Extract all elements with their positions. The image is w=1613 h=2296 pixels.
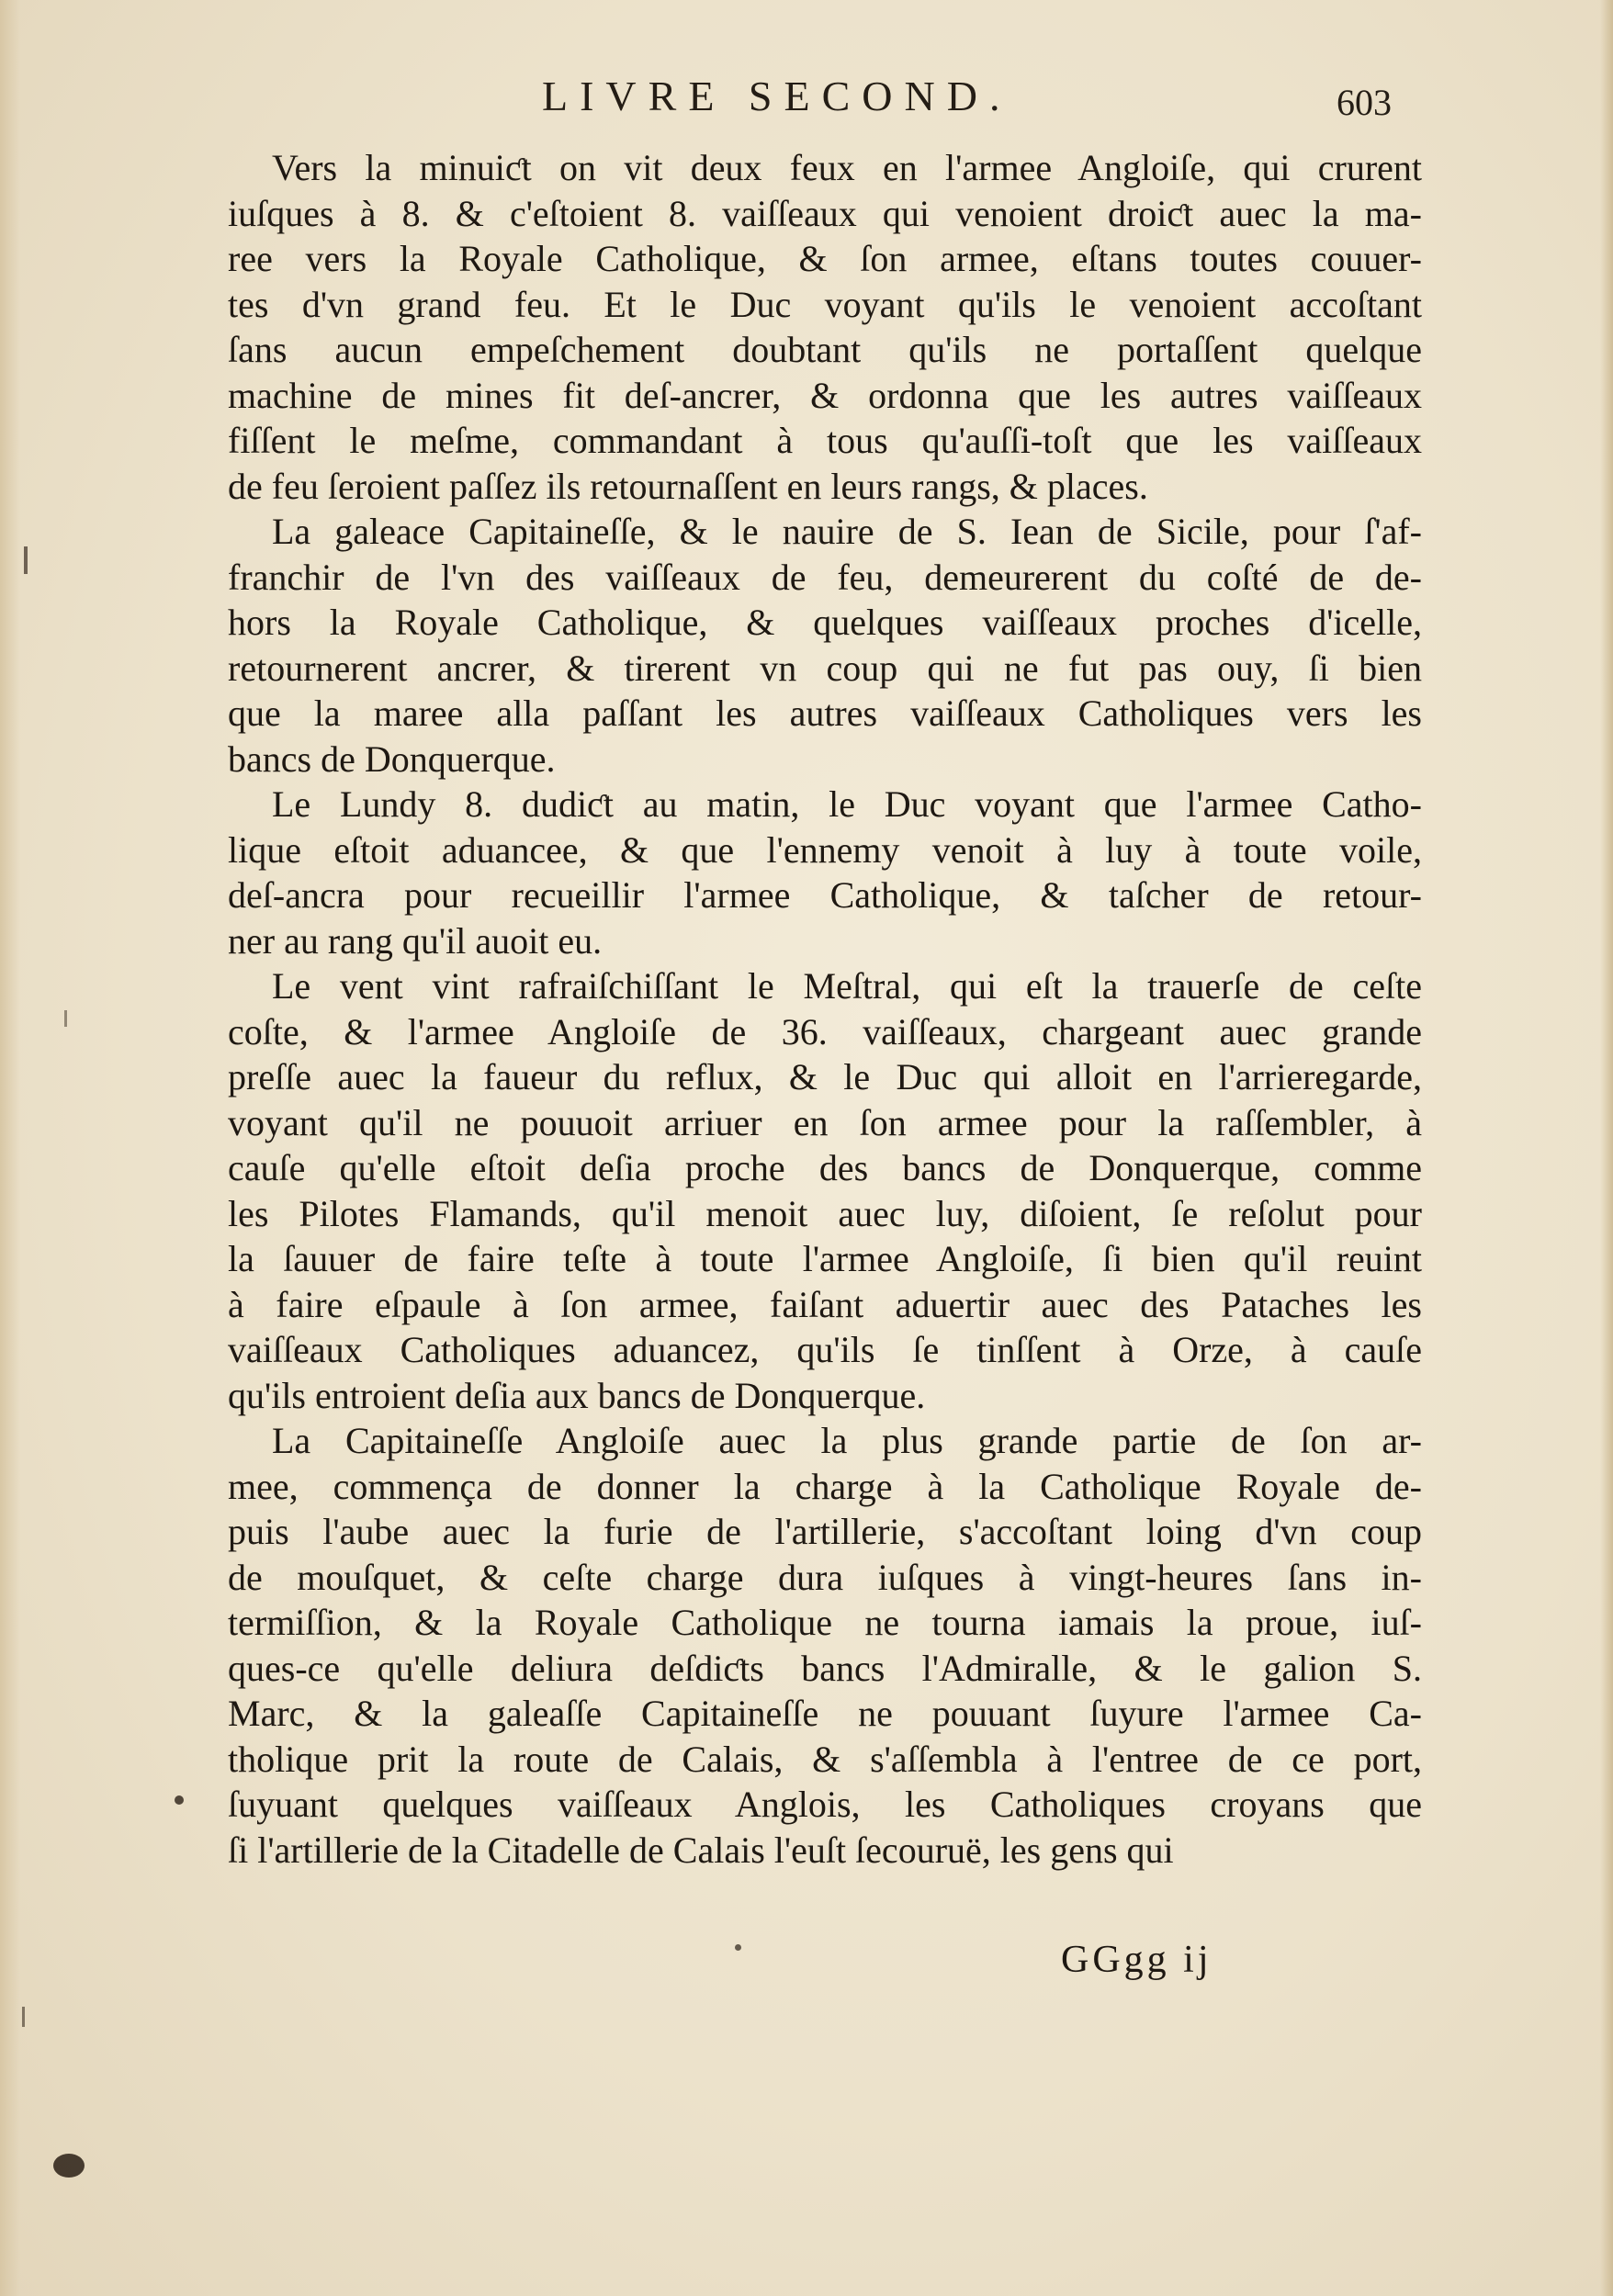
text-line: ques-ce qu'elle deliura deſdiƈts bancs l'Admiralle, & le galion S. [228, 1647, 1422, 1689]
text-line: ree vers la Royale Catholique, & ſon armee, eſtans toutes couuer- [228, 238, 1422, 279]
text-line: cauſe qu'elle eſtoit deſia proche des bancs de Donquerque, comme [228, 1147, 1422, 1188]
text-line: tholique prit la route de Calais, & s'aſſembla à l'entree de ce port, [228, 1738, 1422, 1780]
paragraph [228, 509, 1422, 782]
text-line: machine de mines fit deſ-ancrer, & ordonna que les autres vaiſſeaux [228, 374, 1422, 416]
text-line: de mouſquet, & ceſte charge dura iuſques à vingt-heures ſans in- [228, 1556, 1422, 1598]
ink-speck [175, 1795, 184, 1805]
text-line: tes d'vn grand feu. Et le Duc voyant qu'ils le venoient accoſtant [228, 283, 1422, 325]
text-line: de feu ſeroient paſſez ils retournaſſent en leurs rangs, & places. [228, 465, 1148, 507]
page-number: 603 [1337, 82, 1392, 123]
margin-mark [24, 546, 28, 574]
text-line: preſſe auec la faueur du reflux, & le Duc qui alloit en l'arrieregarde, [228, 1056, 1422, 1097]
text-line: ſuyuant quelques vaiſſeaux Anglois, les Catholiques croyans que [228, 1784, 1422, 1825]
page-gutter-shadow [0, 0, 20, 2296]
text-line: hors la Royale Catholique, & quelques vaiſſeaux proches d'icelle, [228, 602, 1422, 643]
text-line: qu'ils entroient deſia aux bancs de Donquerque. [228, 1374, 926, 1416]
running-head-title: LIVRE SECOND. [542, 73, 1012, 119]
page-edge-shadow [1600, 0, 1613, 2296]
text-line: ſi l'artillerie de la Citadelle de Calais l'euſt ſecouruë, les gens qui [228, 1829, 1174, 1871]
signature-mark: GGgg ij [1061, 1939, 1213, 1981]
text-line: deſ-ancra pour recueillir l'armee Catholique, & taſcher de retour- [228, 874, 1422, 916]
paragraph [228, 145, 1422, 509]
ink-speck [735, 1944, 741, 1951]
text-line: Marc, & la galeaſſe Capitaineſſe ne pouuant ſuyure l'armee Ca- [228, 1693, 1422, 1734]
ink-speck [53, 2154, 85, 2178]
text-line: retournerent ancrer, & tirerent vn coup qui ne fut pas ouy, ſi bien [228, 647, 1422, 689]
text-line: ſans aucun empeſchement doubtant qu'ils ne portaſſent quelque [228, 329, 1422, 370]
text-line: Le vent vint rafraiſchiſſant le Meſtral, qui eſt la trauerſe de ceſte [272, 965, 1422, 1007]
margin-mark [22, 2007, 25, 2027]
text-line: La galeace Capitaineſſe, & le nauire de S. Iean de Sicile, pour ſ'af- [272, 511, 1422, 552]
text-line: fiſſent le meſme, commandant à tous qu'auſſi-toſt que les vaiſſeaux [228, 420, 1422, 461]
paragraph [228, 963, 1422, 1418]
text-line: voyant qu'il ne pouuoit arriuer en ſon armee pour la raſſembler, à [228, 1101, 1422, 1143]
margin-mark [64, 1010, 67, 1027]
text-line: que la maree alla paſſant les autres vaiſſeaux Catholiques vers les [228, 692, 1422, 734]
text-line: lique eſtoit aduancee, & que l'ennemy venoit à luy à toute voile, [228, 828, 1422, 871]
body-text [228, 145, 1422, 1873]
text-line: iuſques à 8. & c'eſtoient 8. vaiſſeaux qui venoient droiƈt auec la ma- [228, 192, 1422, 234]
text-line: bancs de Donquerque. [228, 737, 556, 780]
text-line: Le Lundy 8. dudiƈt au matin, le Duc voyant que l'armee Catho- [272, 783, 1422, 825]
text-line: coſte, & l'armee Angloiſe de 36. vaiſſeaux, chargeant auec grande [228, 1010, 1422, 1052]
text-line: La Capitaineſſe Angloiſe auec la plus grande partie de ſon ar- [272, 1420, 1422, 1461]
text-line: Vers la minuiƈt on vit deux feux en l'armee Angloiſe, qui crurent [272, 147, 1422, 188]
text-line: à faire eſpaule à ſon armee, faiſant aduertir auec des Pataches les [228, 1283, 1422, 1325]
text-line: la ſauuer de faire teſte à toute l'armee Angloiſe, ſi bien qu'il reuint [228, 1238, 1422, 1279]
paragraph [228, 1418, 1422, 1873]
text-line: vaiſſeaux Catholiques aduancez, qu'ils ſe tinſſent à Orze, à cauſe [228, 1329, 1422, 1370]
text-line: puis l'aube auec la furie de l'artillerie, s'accoſtant loing d'vn coup [228, 1511, 1422, 1552]
text-line: ner au rang qu'il auoit eu. [228, 919, 603, 962]
text-line: les Pilotes Flamands, qu'il menoit auec luy, diſoient, ſe reſolut pour [228, 1192, 1422, 1234]
text-line: termiſſion, & la Royale Catholique ne tourna iamais la proue, iuſ- [228, 1602, 1422, 1643]
paragraph [228, 782, 1422, 963]
text-line: mee, commença de donner la charge à la Catholique Royale de- [228, 1465, 1422, 1507]
text-line: franchir de l'vn des vaiſſeaux de feu, demeurerent du coſté de de- [228, 556, 1422, 598]
